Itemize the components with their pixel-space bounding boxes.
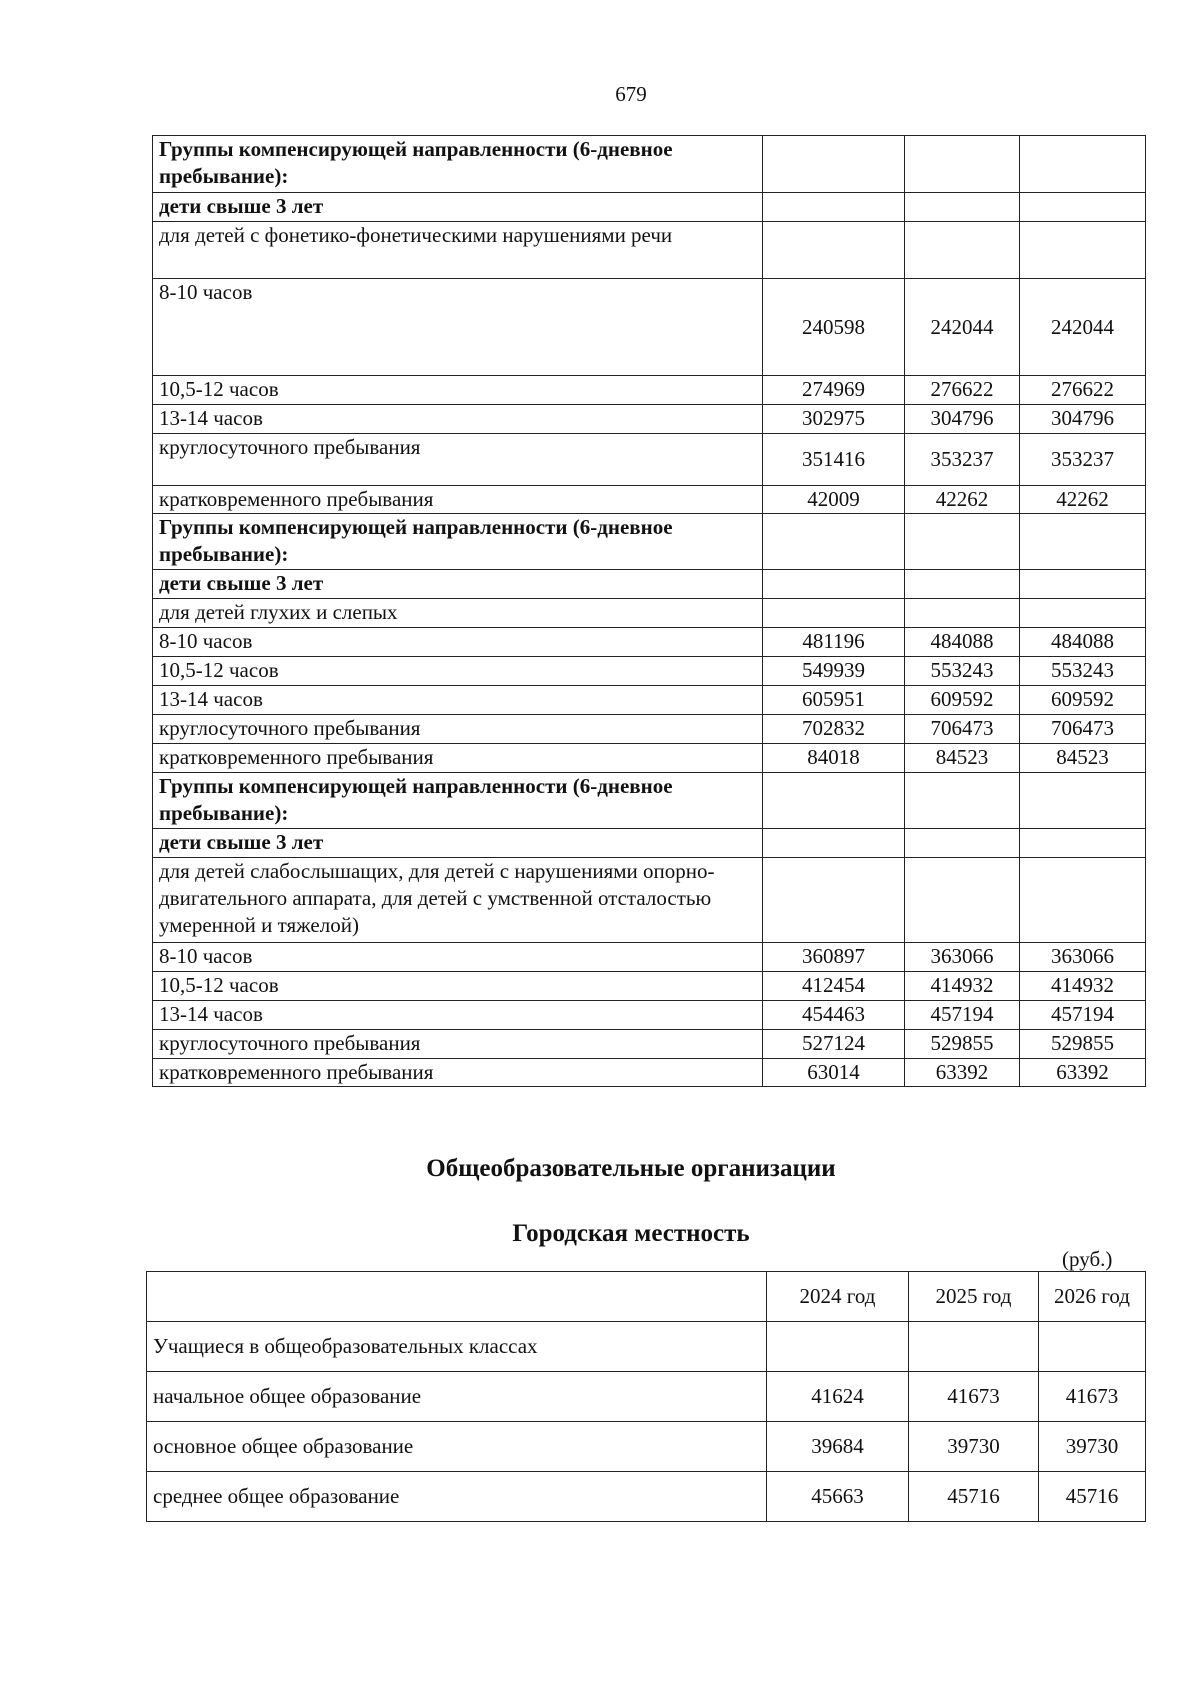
section-title: Общеобразовательные организации <box>426 1155 836 1182</box>
table-row <box>153 1001 1146 1030</box>
year-header: 2026 год <box>1039 1272 1146 1322</box>
compensatory-groups-table-body <box>153 136 1146 1087</box>
value-2025: 45716 <box>909 1472 1039 1522</box>
row-label: кратковременного пребывания <box>153 1059 763 1087</box>
value-2025 <box>905 829 1020 858</box>
table-row <box>153 829 1146 858</box>
row-label: среднее общее образование <box>147 1472 767 1522</box>
value-2024 <box>763 773 905 829</box>
row-label: 10,5-12 часов <box>153 657 763 686</box>
value-2026: 414932 <box>1020 972 1146 1001</box>
value-2026 <box>1020 136 1146 193</box>
value-2026 <box>1020 222 1146 279</box>
value-2025: 42262 <box>905 486 1020 514</box>
value-2026 <box>1039 1322 1146 1372</box>
value-2025 <box>905 136 1020 193</box>
row-label: дети свыше 3 лет <box>153 570 763 599</box>
table-header-row <box>147 1272 1146 1322</box>
value-2026: 42262 <box>1020 486 1146 514</box>
row-label: 10,5-12 часов <box>153 972 763 1001</box>
value-2024 <box>763 193 905 222</box>
value-2026: 242044 <box>1020 279 1146 376</box>
row-label: круглосуточного пребывания <box>153 1030 763 1059</box>
table-row <box>147 1322 1146 1372</box>
value-2024: 454463 <box>763 1001 905 1030</box>
year-header: 2024 год <box>767 1272 909 1322</box>
table-row <box>153 514 1146 570</box>
value-2025: 553243 <box>905 657 1020 686</box>
value-2024 <box>763 514 905 570</box>
units-label: (руб.) <box>1062 1247 1113 1271</box>
value-2025: 363066 <box>905 943 1020 972</box>
value-2024: 527124 <box>763 1030 905 1059</box>
value-2024: 702832 <box>763 715 905 744</box>
table-row <box>153 193 1146 222</box>
value-2024 <box>763 222 905 279</box>
row-label: круглосуточного пребывания <box>153 434 763 486</box>
value-2026: 276622 <box>1020 376 1146 405</box>
value-2024 <box>767 1322 909 1372</box>
row-label: для детей слабослышащих, для детей с нарушениями опорно-двигательного аппарата, для детей с умственной отсталостью умеренной и тяжелой) <box>153 858 763 943</box>
value-2025: 529855 <box>905 1030 1020 1059</box>
table-row <box>153 222 1146 279</box>
value-2024 <box>763 570 905 599</box>
table-row <box>153 405 1146 434</box>
value-2026: 45716 <box>1039 1472 1146 1522</box>
subsection-title: Городская местность <box>512 1220 750 1247</box>
value-2024: 351416 <box>763 434 905 486</box>
value-2025: 484088 <box>905 628 1020 657</box>
value-2024 <box>763 829 905 858</box>
table-row <box>153 657 1146 686</box>
value-2025 <box>909 1322 1039 1372</box>
value-2024: 412454 <box>763 972 905 1001</box>
table-row <box>153 486 1146 514</box>
table-row <box>147 1372 1146 1422</box>
value-2026: 84523 <box>1020 744 1146 773</box>
table-row <box>153 858 1146 943</box>
value-2026: 484088 <box>1020 628 1146 657</box>
value-2025 <box>905 599 1020 628</box>
value-2024: 605951 <box>763 686 905 715</box>
value-2025: 84523 <box>905 744 1020 773</box>
value-2024 <box>763 858 905 943</box>
table-row <box>153 628 1146 657</box>
table-row <box>153 773 1146 829</box>
value-2025: 706473 <box>905 715 1020 744</box>
header-blank <box>147 1272 767 1322</box>
value-2025: 41673 <box>909 1372 1039 1422</box>
value-2025 <box>905 514 1020 570</box>
table-row <box>153 1030 1146 1059</box>
value-2025 <box>905 222 1020 279</box>
row-label: 13-14 часов <box>153 405 763 434</box>
row-label: Группы компенсирующей направленности (6-дневное пребывание): <box>153 514 763 570</box>
value-2026 <box>1020 599 1146 628</box>
general-education-table <box>146 1271 1146 1522</box>
table-row <box>153 376 1146 405</box>
value-2026: 304796 <box>1020 405 1146 434</box>
value-2026: 41673 <box>1039 1372 1146 1422</box>
row-label: 13-14 часов <box>153 1001 763 1030</box>
value-2026: 457194 <box>1020 1001 1146 1030</box>
value-2024: 302975 <box>763 405 905 434</box>
value-2026: 353237 <box>1020 434 1146 486</box>
row-label: 13-14 часов <box>153 686 763 715</box>
row-label: Учащиеся в общеобразовательных классах <box>147 1322 767 1372</box>
value-2024 <box>763 599 905 628</box>
table-row <box>153 943 1146 972</box>
value-2025 <box>905 858 1020 943</box>
value-2026 <box>1020 829 1146 858</box>
row-label: для детей с фонетико-фонетическими нарушениями речи <box>153 222 763 279</box>
row-label: кратковременного пребывания <box>153 744 763 773</box>
value-2024: 360897 <box>763 943 905 972</box>
row-label: Группы компенсирующей направленности (6-дневное пребывание): <box>153 773 763 829</box>
table-row <box>153 570 1146 599</box>
value-2024: 45663 <box>767 1472 909 1522</box>
table-row <box>147 1472 1146 1522</box>
table-row <box>153 972 1146 1001</box>
value-2025: 39730 <box>909 1422 1039 1472</box>
value-2026: 553243 <box>1020 657 1146 686</box>
row-label: 8-10 часов <box>153 943 763 972</box>
value-2024 <box>763 136 905 193</box>
value-2024: 481196 <box>763 628 905 657</box>
value-2025: 276622 <box>905 376 1020 405</box>
value-2026: 39730 <box>1039 1422 1146 1472</box>
row-label: кратковременного пребывания <box>153 486 763 514</box>
table-row <box>153 599 1146 628</box>
table-row <box>153 744 1146 773</box>
value-2025 <box>905 570 1020 599</box>
value-2026 <box>1020 193 1146 222</box>
table-row <box>147 1422 1146 1472</box>
value-2024: 240598 <box>763 279 905 376</box>
value-2025: 242044 <box>905 279 1020 376</box>
value-2026: 63392 <box>1020 1059 1146 1087</box>
value-2025: 353237 <box>905 434 1020 486</box>
row-label: основное общее образование <box>147 1422 767 1472</box>
table-row <box>153 279 1146 376</box>
value-2025 <box>905 773 1020 829</box>
value-2026 <box>1020 858 1146 943</box>
row-label: 8-10 часов <box>153 279 763 376</box>
value-2024: 84018 <box>763 744 905 773</box>
table-row <box>153 434 1146 486</box>
row-label: круглосуточного пребывания <box>153 715 763 744</box>
value-2025: 609592 <box>905 686 1020 715</box>
value-2026: 529855 <box>1020 1030 1146 1059</box>
table-row <box>153 686 1146 715</box>
value-2026: 363066 <box>1020 943 1146 972</box>
row-label: дети свыше 3 лет <box>153 829 763 858</box>
row-label: 10,5-12 часов <box>153 376 763 405</box>
value-2025: 304796 <box>905 405 1020 434</box>
page-number: 679 <box>615 82 647 106</box>
value-2024: 63014 <box>763 1059 905 1087</box>
table-row <box>153 1059 1146 1087</box>
value-2026 <box>1020 570 1146 599</box>
value-2025 <box>905 193 1020 222</box>
value-2026: 609592 <box>1020 686 1146 715</box>
value-2024: 42009 <box>763 486 905 514</box>
value-2025: 414932 <box>905 972 1020 1001</box>
year-header: 2025 год <box>909 1272 1039 1322</box>
row-label: для детей глухих и слепых <box>153 599 763 628</box>
table-row <box>153 136 1146 193</box>
row-label: Группы компенсирующей направленности (6-дневное пребывание): <box>153 136 763 193</box>
general-education-table-body <box>147 1272 1146 1522</box>
value-2026 <box>1020 514 1146 570</box>
row-label: начальное общее образование <box>147 1372 767 1422</box>
row-label: 8-10 часов <box>153 628 763 657</box>
value-2026 <box>1020 773 1146 829</box>
row-label: дети свыше 3 лет <box>153 193 763 222</box>
value-2026: 706473 <box>1020 715 1146 744</box>
value-2024: 274969 <box>763 376 905 405</box>
value-2025: 63392 <box>905 1059 1020 1087</box>
value-2024: 41624 <box>767 1372 909 1422</box>
value-2024: 549939 <box>763 657 905 686</box>
value-2024: 39684 <box>767 1422 909 1472</box>
compensatory-groups-table <box>152 135 1146 1087</box>
table-row <box>153 715 1146 744</box>
value-2025: 457194 <box>905 1001 1020 1030</box>
